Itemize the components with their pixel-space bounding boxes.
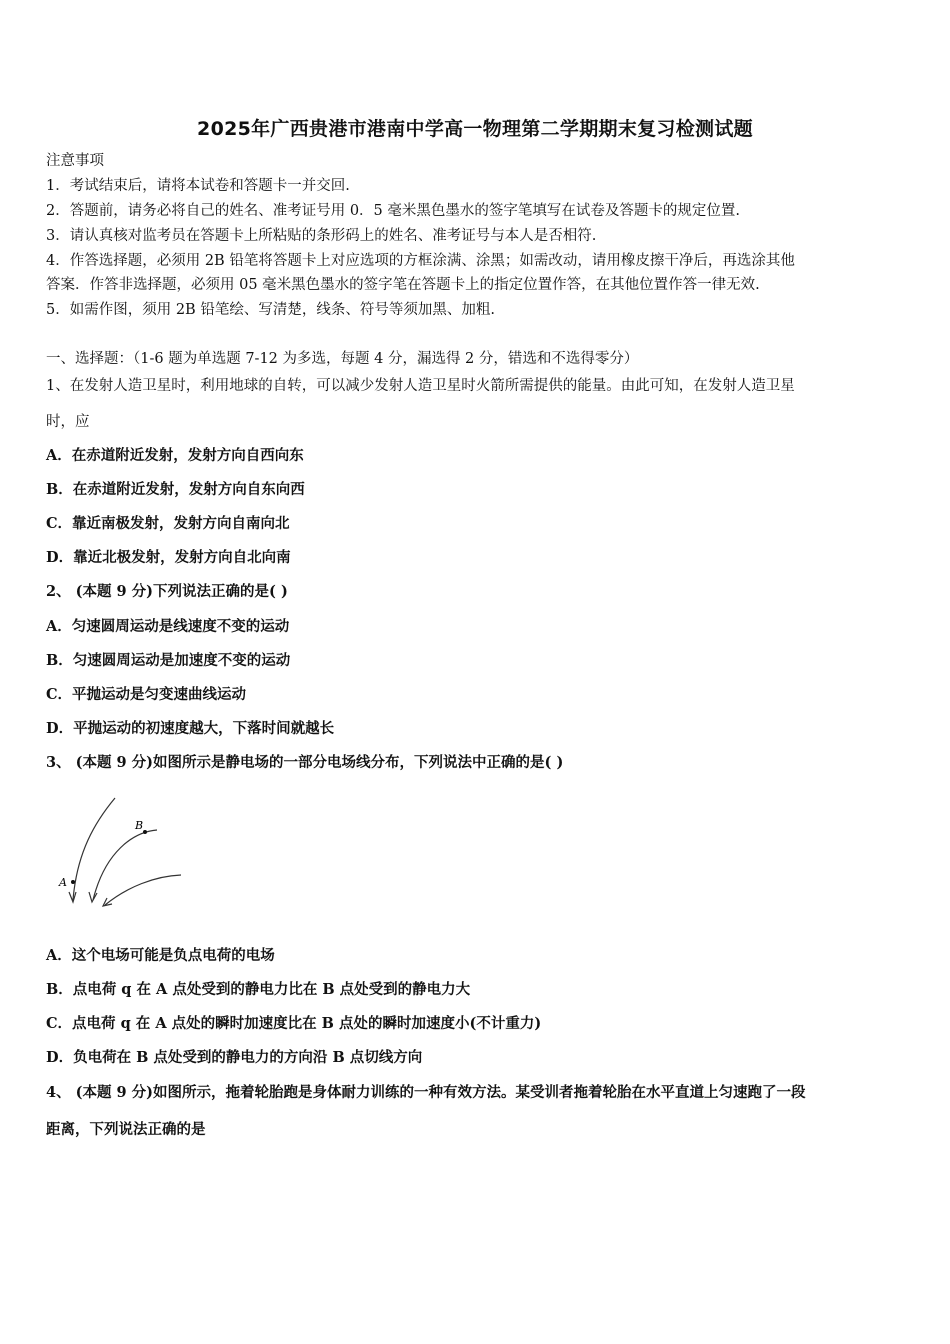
q1-option-c: C．靠近南极发射，发射方向自南向北: [46, 515, 290, 532]
q1-option-b: B．在赤道附近发射，发射方向自东向西: [46, 481, 305, 498]
point-b: [143, 830, 147, 834]
notice-item: 答案．作答非选择题，必须用 05 毫米黑色墨水的签字笔在答题卡上的指定位置作答，在其他位置作答一律无效.: [46, 277, 760, 293]
q4-stem: 4、 (本题 9 分)如图所示，拖着轮胎跑是身体耐力训练的一种有效方法。某受训者拖着轮胎在水平直道上匀速跑了一段: [46, 1084, 806, 1101]
q3-stem: 3、 (本题 9 分)如图所示是静电场的一部分电场线分布，下列说法中正确的是( ): [46, 754, 564, 771]
label-b: B: [135, 819, 144, 832]
q1-stem: 1、在发射人造卫星时，利用地球的自转，可以减少发射人造卫星时火箭所需提供的能量。由此可知，在发射人造卫星: [46, 378, 795, 394]
point-a: [71, 880, 75, 884]
field-line-a: [73, 798, 115, 900]
electric-field-lines-figure: [55, 792, 190, 912]
q2-stem: 2、 (本题 9 分)下列说法正确的是( ): [46, 583, 288, 600]
q2-option-c: C．平抛运动是匀变速曲线运动: [46, 686, 247, 703]
notice-item: 1．考试结束后，请将本试卷和答题卡一并交回.: [46, 178, 350, 194]
notice-heading: 注意事项: [46, 153, 104, 169]
q2-option-d: D．平抛运动的初速度越大，下落时间就越长: [46, 720, 335, 737]
q1-option-a: A．在赤道附近发射，发射方向自西向东: [46, 447, 304, 464]
q1-option-d: D．靠近北极发射，发射方向自北向南: [46, 549, 291, 566]
notice-item: 4．作答选择题，必须用 2B 铅笔将答题卡上对应选项的方框涂满、涂黑；如需改动，请用橡皮擦干净后，再选涂其他: [46, 253, 795, 269]
field-line-b: [93, 830, 157, 900]
notice-item: 2．答题前，请务必将自己的姓名、准考证号用 0．5 毫米黑色墨水的签字笔填写在试卷及答题卡的规定位置.: [46, 203, 740, 219]
notice-item: 5．如需作图，须用 2B 铅笔绘、写清楚，线条、符号等须加黑、加粗.: [46, 302, 495, 318]
arrowhead-b: [89, 892, 97, 902]
page-title: 2025年广西贵港市港南中学高一物理第二学期期末复习检测试题: [197, 118, 753, 140]
q4-stem-continued: 距离，下列说法正确的是: [46, 1121, 206, 1138]
arrowhead-a: [69, 892, 76, 902]
q1-stem-continued: 时，应: [46, 414, 90, 430]
arrowhead-c: [103, 898, 112, 906]
q2-option-a: A．匀速圆周运动是线速度不变的运动: [46, 618, 290, 635]
q2-option-b: B．匀速圆周运动是加速度不变的运动: [46, 652, 291, 669]
q3-option-a: A．这个电场可能是负点电荷的电场: [46, 947, 275, 964]
notice-item: 3．请认真核对监考员在答题卡上所粘贴的条形码上的姓名、准考证号与本人是否相符.: [46, 228, 597, 244]
q3-option-d: D．负电荷在 B 点处受到的静电力的方向沿 B 点切线方向: [46, 1049, 423, 1066]
q3-option-c: C．点电荷 q 在 A 点处的瞬时加速度比在 B 点处的瞬时加速度小(不计重力): [46, 1015, 542, 1032]
q3-option-b: B．点电荷 q 在 A 点处受到的静电力比在 B 点处受到的静电力大: [46, 981, 471, 998]
label-a: A: [59, 876, 67, 889]
section-heading: 一、选择题：（1-6 题为单选题 7-12 为多选，每题 4 分，漏选得 2 分，错选和不选得零分）: [46, 351, 639, 367]
field-line-c: [105, 875, 181, 905]
